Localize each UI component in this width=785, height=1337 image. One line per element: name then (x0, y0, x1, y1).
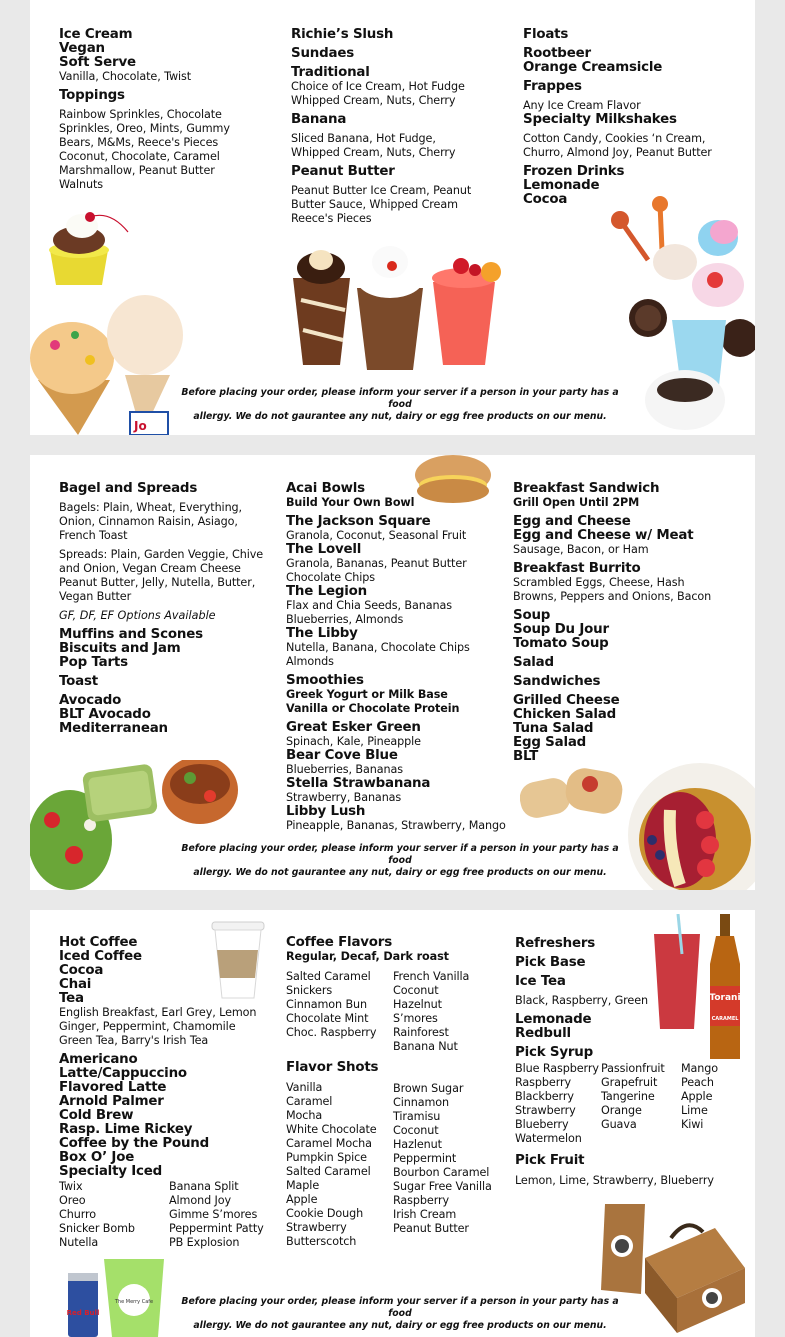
menu-heading: Egg Salad (513, 735, 587, 750)
specialty-iced-flavor: Peppermint Patty (169, 1222, 264, 1235)
menu-item-text: Churro, Almond Joy, Peanut Butter (523, 146, 712, 159)
flavor-shot: Butterscotch (286, 1235, 357, 1248)
menu-item-text: Peanut Butter, Jelly, Nutella, Butter, (59, 576, 256, 589)
menu-item-text: Butter Sauce, Whipped Cream (291, 198, 458, 211)
allergy-disclaimer-line: allergy. We do not gaurantee any nut, dairy or egg free products on our menu. (193, 1320, 607, 1331)
menu-heading: Rasp. Lime Rickey (59, 1122, 193, 1137)
coffee-flavor: French Vanilla (393, 970, 470, 983)
flavor-shot: Mocha (286, 1109, 323, 1122)
coffee-flavors-column (286, 936, 511, 1249)
redbull-refresher-illustration (64, 1255, 164, 1337)
menu-item-text: Grill Open Until 2PM (513, 496, 640, 509)
menu-heading: Floats (523, 27, 569, 42)
menu-item-text: Ginger, Peppermint, Chamomile (59, 1020, 236, 1033)
allergy-disclaimer-line: Before placing your order, please inform your server if a person in your party has a food (181, 1296, 619, 1319)
coffee-flavor: Banana Nut (393, 1040, 458, 1053)
slush-sundaes-column (291, 28, 511, 226)
menu-heading: Bagel and Spreads (59, 481, 198, 496)
flavor-shot: White Chocolate (286, 1123, 377, 1136)
menu-item-text: Browns, Peppers and Onions, Bacon (513, 590, 712, 603)
flavor-shot: Strawberry (286, 1221, 347, 1234)
svg-text:Jo: Jo (134, 419, 147, 433)
coffee-flavor: Cinnamon Bun (286, 998, 368, 1011)
menu-heading: Grilled Cheese (513, 693, 620, 708)
menu-heading: Lemonade (523, 178, 600, 193)
menu-heading: Frappes (523, 79, 582, 94)
menu-item-text: Sliced Banana, Hot Fudge, (291, 132, 436, 145)
menu-heading: Chicken Salad (513, 707, 617, 722)
flavor-shots-heading: Flavor Shots (286, 1060, 379, 1075)
menu-heading: Cocoa (59, 963, 104, 978)
menu-heading: Mediterranean (59, 721, 168, 736)
flavor-shot: Irish Cream (393, 1208, 457, 1221)
menu-heading: Biscuits and Jam (59, 641, 181, 656)
flavor-shot: Coconut (393, 1124, 439, 1137)
syrup-option: Lime (681, 1104, 708, 1117)
torani-label: Torani (709, 993, 741, 1003)
syrup-option: Blueberry (515, 1118, 569, 1131)
syrup-option: Strawberry (515, 1104, 576, 1117)
menu-heading: Richie’s Slush (291, 27, 394, 42)
menu-item-text: English Breakfast, Earl Grey, Lemon (59, 1006, 257, 1019)
syrup-option: Watermelon (515, 1132, 582, 1145)
menu-item-text: Sausage, Bacon, or Ham (513, 543, 649, 556)
flavor-shot: Tiramisu (393, 1110, 441, 1123)
allergy-disclaimer (170, 387, 630, 423)
allergy-disclaimer-line: allergy. We do not gaurantee any nut, dairy or egg free products on our menu. (193, 411, 607, 422)
specialty-iced-flavor: Almond Joy (169, 1194, 232, 1207)
menu-heading: Egg and Cheese w/ Meat (513, 528, 694, 543)
menu-heading: Avocado (59, 693, 122, 708)
flavor-shot: Salted Caramel (286, 1165, 371, 1178)
syrup-options (515, 1062, 740, 1146)
menu-heading: Frozen Drinks (523, 164, 625, 179)
menu-heading: Tomato Soup (513, 636, 609, 651)
menu-heading: Refreshers (515, 936, 596, 951)
menu-item-text: Blueberries, Almonds (286, 613, 404, 626)
sandwich-soup-column (513, 482, 738, 764)
menu-item-text: Build Your Own Bowl (286, 496, 415, 509)
menu-heading: The Libby (286, 626, 358, 641)
redbull-label: Red Bull (66, 1309, 100, 1317)
menu-item-text: Whipped Cream, Nuts, Cherry (291, 94, 456, 107)
menu-heading: Box O’ Joe (59, 1150, 135, 1165)
syrup-option: Guava (601, 1118, 637, 1131)
menu-item-text: Granola, Bananas, Peanut Butter (286, 557, 467, 570)
flavor-shot: Peppermint (393, 1152, 457, 1165)
flavor-shot: Pumpkin Spice (286, 1151, 367, 1164)
coffee-flavor: S’mores (393, 1012, 438, 1025)
specialty-iced-flavor: PB Explosion (169, 1236, 240, 1249)
menu-heading: Hot Coffee (59, 935, 138, 950)
specialty-iced-flavor: Churro (59, 1208, 96, 1221)
menu-item-text: Chocolate Chips (286, 571, 375, 584)
menu-item-text: GF, DF, EF Options Available (59, 609, 216, 622)
menu-heading: Cocoa (523, 192, 568, 207)
specialty-iced-flavor: Banana Split (169, 1180, 239, 1193)
menu-heading: The Lovell (286, 542, 362, 557)
ice-cream-column (59, 28, 259, 192)
flavor-shot: Cinnamon (393, 1096, 449, 1109)
flavor-shot: Hazlenut (393, 1138, 442, 1151)
menu-heading: Great Esker Green (286, 720, 421, 735)
menu-item-text: Pineapple, Bananas, Strawberry, Mango (286, 819, 506, 832)
breakfast-menu-panel (30, 455, 755, 890)
menu-item-text: French Toast (59, 529, 128, 542)
menu-item-text: and Onion, Vegan Cream Cheese (59, 562, 241, 575)
flavor-shot: Caramel (286, 1095, 333, 1108)
menu-heading: Traditional (291, 65, 370, 80)
menu-heading: Tea (59, 991, 84, 1006)
menu-item-text: Reece's Pieces (291, 212, 372, 225)
menu-item-text: Blueberries, Bananas (286, 763, 403, 776)
acai-smoothies-column (286, 482, 511, 833)
floats-shakes-column (523, 28, 748, 207)
menu-item-text: Vegan Butter (59, 590, 132, 603)
menu-item-text: Bagels: Plain, Wheat, Everything, (59, 501, 243, 514)
flavor-shot: Caramel Mocha (286, 1137, 372, 1150)
iced-tea-syrup-illustration (650, 914, 745, 1064)
syrup-option: Passionfruit (601, 1062, 665, 1075)
syrup-option: Tangerine (601, 1090, 655, 1103)
specialty-iced-flavor: Snicker Bomb (59, 1222, 135, 1235)
menu-heading: Arnold Palmer (59, 1094, 164, 1109)
coffee-flavor: Salted Caramel (286, 970, 371, 983)
menu-heading: Pop Tarts (59, 655, 128, 670)
specialty-iced-flavor: Twix (59, 1180, 83, 1193)
coffee-flavors-roasts: Regular, Decaf, Dark roast (286, 950, 449, 963)
ice-cream-cones-illustration (30, 190, 190, 435)
menu-item-text: Granola, Coconut, Seasonal Fruit (286, 529, 467, 542)
menu-item-text: Sprinkles, Oreo, Mints, Gummy (59, 122, 230, 135)
menu-item-text: Walnuts (59, 178, 104, 191)
menu-item-text: Any Ice Cream Flavor (523, 99, 641, 112)
menu-heading: Sandwiches (513, 674, 601, 689)
flavor-shot: Apple (286, 1193, 318, 1206)
menu-heading: Latte/Cappuccino (59, 1066, 187, 1081)
menu-item-text: Coconut, Chocolate, Caramel (59, 150, 220, 163)
menu-heading: Libby Lush (286, 804, 366, 819)
menu-heading: Chai (59, 977, 92, 992)
menu-heading: Americano (59, 1052, 138, 1067)
menu-heading: Cold Brew (59, 1108, 134, 1123)
menu-heading: Bear Cove Blue (286, 748, 398, 763)
menu-item-text: Flax and Chia Seeds, Bananas (286, 599, 452, 612)
allergy-disclaimer (170, 1296, 630, 1332)
menu-heading: Stella Strawbanana (286, 776, 431, 791)
menu-item-text: Spreads: Plain, Garden Veggie, Chive (59, 548, 264, 561)
menu-heading: Breakfast Sandwich (513, 481, 660, 496)
menu-item-text: Scrambled Eggs, Cheese, Hash (513, 576, 685, 589)
flavor-shot: Maple (286, 1179, 320, 1192)
coffee-flavor: Snickers (286, 984, 333, 997)
menu-heading: Salad (513, 655, 554, 670)
allergy-disclaimer-line: allergy. We do not gaurantee any nut, dairy or egg free products on our menu. (193, 867, 607, 878)
menu-heading: Toast (59, 674, 98, 689)
menu-heading: The Jackson Square (286, 514, 431, 529)
menu-heading: Specialty Iced (59, 1164, 163, 1179)
coffee-flavors-list (286, 970, 511, 1054)
specialty-iced-flavor: Oreo (59, 1194, 86, 1207)
specialty-iced-flavors (59, 1180, 279, 1250)
flavor-shot: Raspberry (393, 1194, 450, 1207)
menu-heading: Banana (291, 112, 347, 127)
menu-heading: Orange Creamsicle (523, 60, 663, 75)
menu-heading: Smoothies (286, 673, 364, 688)
allergy-disclaimer-line: Before placing your order, please inform your server if a person in your party has a food (181, 387, 619, 410)
syrup-option: Mango (681, 1062, 719, 1075)
flavor-shots-list (286, 1081, 511, 1249)
menu-item-text: Vanilla, Chocolate, Twist (59, 70, 192, 83)
flavor-shot: Peanut Butter (393, 1222, 469, 1235)
syrup-option: Blue Raspberry (515, 1062, 599, 1075)
menu-heading: Soup (513, 608, 551, 623)
flavor-shot: Bourbon Caramel (393, 1166, 490, 1179)
menu-heading: Flavored Latte (59, 1080, 167, 1095)
menu-heading: Rootbeer (523, 46, 591, 61)
torani-flavor: CARAMEL (711, 1016, 739, 1022)
specialty-iced-flavor: Nutella (59, 1236, 99, 1249)
menu-heading: Soup Du Jour (513, 622, 609, 637)
menu-item-text: Vanilla or Chocolate Protein (286, 702, 460, 715)
menu-item-text: Strawberry, Bananas (286, 791, 402, 804)
syrup-option: Blackberry (515, 1090, 574, 1103)
syrup-option: Kiwi (681, 1118, 704, 1131)
menu-heading: Lemonade (515, 1012, 592, 1027)
menu-heading: Specialty Milkshakes (523, 112, 677, 127)
menu-item-text: Peanut Butter Ice Cream, Peanut (291, 184, 472, 197)
menu-item-text: Black, Raspberry, Green (515, 994, 648, 1007)
flavor-shot: Brown Sugar (393, 1082, 464, 1095)
menu-heading: Tuna Salad (513, 721, 594, 736)
menu-item-text: Choice of Ice Cream, Hot Fudge (291, 80, 465, 93)
menu-item-text: Cotton Candy, Cookies ‘n Cream, (523, 132, 706, 145)
menu-heading: Pick Base (515, 955, 586, 970)
allergy-disclaimer-line: Before placing your order, please inform your server if a person in your party has a food (181, 843, 619, 866)
menu-heading: Acai Bowls (286, 481, 365, 496)
menu-item-text: Bears, M&Ms, Reece's Pieces (59, 136, 219, 149)
flavor-shot: Cookie Dough (286, 1207, 364, 1220)
specialty-iced-flavor: Gimme S’mores (169, 1208, 258, 1221)
breakfast-sandwich-illustration (413, 455, 495, 507)
menu-heading: Muffins and Scones (59, 627, 203, 642)
menu-heading: Soft Serve (59, 55, 136, 70)
menu-heading: Egg and Cheese (513, 514, 631, 529)
coffee-flavor: Choc. Raspberry (286, 1026, 377, 1039)
syrup-option: Apple (681, 1090, 713, 1103)
ice-cream-menu-panel (30, 0, 755, 435)
coffee-cup-illustration (208, 916, 268, 1000)
pick-fruit-options: Lemon, Lime, Strawberry, Blueberry (515, 1174, 714, 1187)
menu-item-text: Whipped Cream, Nuts, Cherry (291, 146, 456, 159)
menu-item-text: Nutella, Banana, Chocolate Chips (286, 641, 470, 654)
sundae-slush-cups-illustration (285, 240, 515, 370)
coffee-flavors-heading: Coffee Flavors (286, 935, 392, 950)
menu-heading: Coffee by the Pound (59, 1136, 210, 1151)
menu-item-text: Onion, Cinnamon Raisin, Asiago, (59, 515, 238, 528)
coffee-flavor: Coconut (393, 984, 439, 997)
menu-heading: Ice Cream (59, 27, 133, 42)
menu-heading: Ice Tea (515, 974, 566, 989)
syrup-option: Peach (681, 1076, 714, 1089)
coffee-flavor: Hazelnut (393, 998, 442, 1011)
bagels-toast-column (59, 482, 274, 736)
menu-heading: Sundaes (291, 46, 354, 61)
menu-item-text: Green Tea, Barry's Irish Tea (59, 1034, 209, 1047)
syrup-option: Raspberry (515, 1076, 572, 1089)
menu-item-text: Greek Yogurt or Milk Base (286, 688, 448, 701)
menu-heading: Pick Syrup (515, 1045, 594, 1060)
coffee-flavor: Chocolate Mint (286, 1012, 369, 1025)
menu-heading: BLT Avocado (59, 707, 151, 722)
menu-item-text: Rainbow Sprinkles, Chocolate (59, 108, 222, 121)
cup-brand: The Merry Cafe (114, 1299, 154, 1305)
pick-fruit-heading: Pick Fruit (515, 1153, 585, 1168)
menu-heading: Breakfast Burrito (513, 561, 641, 576)
allergy-disclaimer (170, 843, 630, 879)
menu-heading: Redbull (515, 1026, 571, 1041)
flavor-shot: Vanilla (286, 1081, 323, 1094)
menu-heading: BLT (513, 749, 539, 764)
menu-item-text: Spinach, Kale, Pineapple (286, 735, 421, 748)
syrup-option: Grapefruit (601, 1076, 658, 1089)
menu-heading: Peanut Butter (291, 164, 395, 179)
flavor-shot: Sugar Free Vanilla (393, 1180, 492, 1193)
menu-item-text: Almonds (286, 655, 334, 668)
menu-heading: The Legion (286, 584, 367, 599)
coffee-flavor: Rainforest (393, 1026, 449, 1039)
menu-item-text: Marshmallow, Peanut Butter (59, 164, 215, 177)
menu-heading: Vegan (59, 41, 105, 56)
menu-heading: Toppings (59, 88, 125, 103)
syrup-option: Orange (601, 1104, 642, 1117)
coffee-drinks-menu-panel (30, 910, 755, 1337)
menu-heading: Iced Coffee (59, 949, 142, 964)
